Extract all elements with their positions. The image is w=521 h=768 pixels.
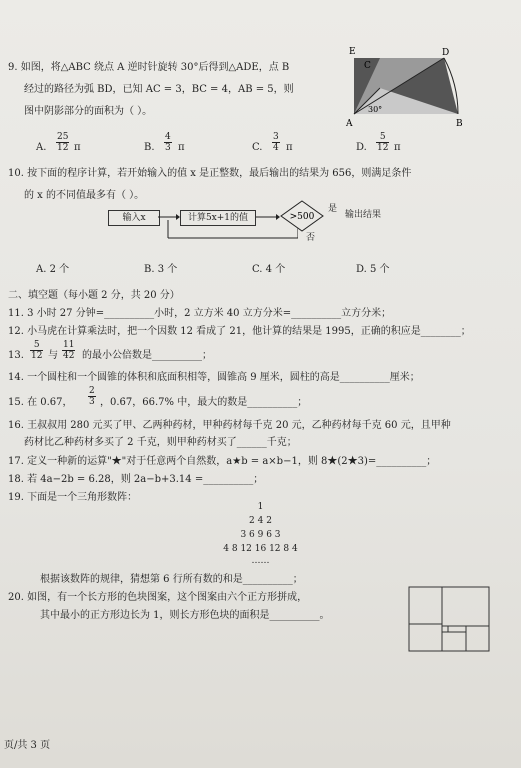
q9-optC-pi: π <box>286 142 293 153</box>
q13-prefix: 13. <box>8 350 24 361</box>
q13-a-den: 12 <box>31 351 43 361</box>
q9-optD-den: 12 <box>377 143 389 153</box>
q10-optD: D. 5 个 <box>356 264 390 275</box>
flow-yes: 是 <box>328 204 338 214</box>
q9-line1: 9. 如图，将△ABC 绕点 A 逆时针旋转 30°后得到△ADE，点 B <box>8 62 290 73</box>
rotation-figure <box>340 44 470 132</box>
q16-line1: 16. 王叔叔用 280 元买了甲、乙两种药材，甲种药材每千克 20 元，乙种药材每千克 60 元，且甲种 <box>8 420 451 431</box>
outer-rect <box>409 587 489 651</box>
q15-den: 3 <box>89 397 95 407</box>
q12: 12. 小马虎在计算乘法时，把一个因数 12 看成了 21，他计算的结果是 1995，正确的积应是________； <box>8 326 471 337</box>
flow-calc-box: 计算5x+1的值 <box>180 210 256 226</box>
q10-line1: 10. 按下面的程序计算，若开始输入的值 x 是正整数，最后输出的结果为 656，则满足条件 <box>8 168 412 179</box>
flow-input-box: 输入x <box>108 210 160 226</box>
label-d: D <box>442 48 450 58</box>
flow-diamond <box>280 200 324 232</box>
q13-b-num: 11 <box>63 340 75 350</box>
q9-optA-label: A. <box>36 142 47 153</box>
q15-prefix: 15. 在 0.67， <box>8 397 73 408</box>
q10-optA: A. 2 个 <box>36 264 70 275</box>
q9-optA-pi: π <box>74 142 81 153</box>
q9-optB-pi: π <box>178 142 185 153</box>
q13-frac-b <box>62 340 75 361</box>
q9-optC-num: 3 <box>273 132 279 142</box>
q9-optD-frac <box>376 132 389 153</box>
flow-output: 输出结果 <box>345 210 382 220</box>
q16-line2: 药材比乙种药材多买了 2 千克，则甲种药材买了______千克； <box>24 437 297 448</box>
flow-no: 否 <box>306 233 316 243</box>
q15-frac <box>88 386 96 407</box>
section2-title: 二、填空题（每小题 2 分，共 20 分） <box>8 290 180 301</box>
rectangle-figure <box>408 586 490 652</box>
q10-optC: C. 4 个 <box>252 264 286 275</box>
label-b: B <box>456 119 463 129</box>
q9-optD-pi: π <box>394 142 401 153</box>
q13-mid: 与 <box>48 350 58 361</box>
array-row-3: 3 6 9 6 3 <box>240 530 281 540</box>
q9-optB-num: 4 <box>165 132 171 142</box>
q20-line1: 20. 如图，有一个长方形的色块图案，这个图案由六个正方形拼成， <box>8 592 308 603</box>
q14: 14. 一个圆柱和一个圆锥的体积和底面积相等，圆锥高 9 厘米，圆柱的高是__________厘米； <box>8 372 420 383</box>
q15-num: 2 <box>89 386 95 396</box>
q9-optB-frac <box>164 132 172 153</box>
q9-optC-den: 4 <box>273 143 279 153</box>
q19-line1: 19. 下面是一个三角形数阵： <box>8 492 138 503</box>
q9-optD-label: D. <box>356 142 367 153</box>
q19-line2: 根据该数阵的规律，猜想第 6 行所有数的和是__________； <box>40 574 303 585</box>
q9-line2: 经过的路径为弧 BD，已知 AC = 3，BC = 4，AB = 5，则 <box>24 84 294 95</box>
q10-optB: B. 3 个 <box>144 264 178 275</box>
q9-optB-den: 3 <box>165 143 171 153</box>
label-angle: 30° <box>368 105 383 114</box>
diamond-label: >500 <box>289 212 315 222</box>
label-a: A <box>346 119 353 129</box>
label-e: E <box>349 47 356 57</box>
q18: 18. 若 4a−2b = 6.28，则 2a−b+3.14 =__________； <box>8 474 264 485</box>
q10-line2: 的 x 的不同值最多有（ ）。 <box>24 190 145 201</box>
q15-tail: ，0.6̇7̇，66.7% 中，最大的数是__________； <box>100 397 308 408</box>
page-footer: 页/共 3 页 <box>4 740 51 751</box>
q13-a-num: 5 <box>30 340 43 351</box>
q17: 17. 定义一种新的运算"★"对于任意两个自然数，a★b = a×b−1，则 8★(2★3)=__________； <box>8 456 437 467</box>
array-row-2: 2 4 2 <box>249 516 272 526</box>
q9-optC-label: C. <box>252 142 263 153</box>
q20-line2: 其中最小的正方形边长为 1，则长方形色块的面积是__________。 <box>40 610 330 621</box>
q9-optA-den: 12 <box>57 143 69 153</box>
q9-optC-frac <box>272 132 280 153</box>
q13-frac-a <box>30 340 43 361</box>
array-dots: …… <box>251 556 270 566</box>
q11: 11. 3 小时 27 分钟=__________小时，2 立方米 40 立方分米=__________立方分米； <box>8 308 392 319</box>
label-c: C <box>364 61 371 71</box>
q9-optA-frac <box>56 132 69 153</box>
q9-optB-label: B. <box>144 142 155 153</box>
q9-line3: 图中阴影部分的面积为（ ）。 <box>24 106 153 117</box>
q13-tail: 的最小公倍数是__________； <box>82 350 212 361</box>
array-row-1: 1 <box>257 502 264 512</box>
q9-optD-num: 5 <box>376 132 389 143</box>
q13-b-den: 42 <box>63 351 75 361</box>
q9-optA-num: 25 <box>57 132 69 142</box>
array-row-4: 4 8 12 16 12 8 4 <box>223 544 298 554</box>
